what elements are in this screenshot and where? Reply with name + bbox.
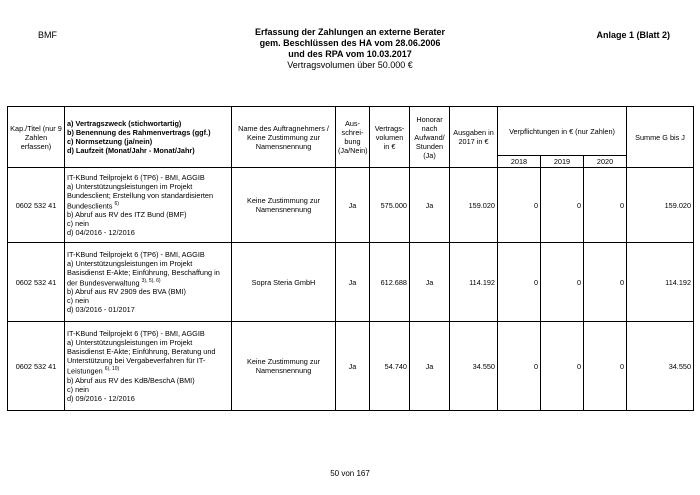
ausschreibung-cell: Ja <box>336 168 370 243</box>
subtitle: Vertragsvolumen über 50.000 € <box>287 60 413 70</box>
col-kap-header: Kap./Titel (nur 9 Zahlen erfassen) <box>8 107 65 168</box>
year-2019-cell: 0 <box>541 243 584 322</box>
volumen-cell: 612.688 <box>370 243 410 322</box>
payments-table <box>7 106 694 411</box>
year-2018-cell: 0 <box>498 243 541 322</box>
col-desc-header: a) Vertragszweck (stichwortartig) b) Benennung des Rahmenvertrags (ggf.) c) Normsetzung (ja/nein) d) Laufzeit (Monat/Jahr - Monat/Jahr) <box>65 107 232 168</box>
col-ausgaben-header: Ausgaben in 2017 in € <box>450 107 498 168</box>
honorar-cell: Ja <box>410 168 450 243</box>
col-ausschreibung-header: Aus-schrei-bung (Ja/Nein) <box>336 107 370 168</box>
attachment-label: Anlage 1 (Blatt 2) <box>596 30 670 40</box>
title-line-2: gem. Beschlüssen des HA vom 28.06.2006 <box>259 38 441 48</box>
volumen-cell: 575.000 <box>370 168 410 243</box>
kap-cell: 0602 532 41 <box>8 168 65 243</box>
ministry-label: BMF <box>38 30 57 40</box>
desc-cell: IT-KBund Teilprojekt 6 (TP6) - BMI, AGGIB a) Unterstützungsleistungen im Projekt Bundesclient; Erstellung von standardisierten Bundesclients $^{6)}$ b) Abruf aus RV des ITZ Bund (BMF) c) nein d) 04/2016 - 12/2016 <box>65 168 232 243</box>
year-2020-cell: 0 <box>584 322 627 411</box>
contractor-cell: Keine Zustimmung zur Namensnennung <box>232 168 336 243</box>
contractor-cell: Sopra Steria GmbH <box>232 243 336 322</box>
summe-cell: 159.020 <box>627 168 694 243</box>
title-line-3: und des RPA vom 10.03.2017 <box>288 49 412 59</box>
col-name-header: Name des Auftragnehmers / Keine Zustimmung zur Namensnennung <box>232 107 336 168</box>
table-row <box>8 243 694 322</box>
year-2019-header: 2019 <box>541 156 584 168</box>
col-honorar-header: Honorar nach Aufwand/ Stunden (Ja) <box>410 107 450 168</box>
desc-cell: IT-KBund Teilprojekt 6 (TP6) - BMI, AGGIB a) Unterstützungsleistungen im Projekt Basisdienst E-Akte; Einführung, Beschaffung in der Bundesverwaltung $^{3), 5), 6)}$ b) Abruf aus RV 2909 des BVA (BMI) c) nein d) 03/2016 - 01/2017 <box>65 243 232 322</box>
year-2020-cell: 0 <box>584 243 627 322</box>
ausgaben-cell: 159.020 <box>450 168 498 243</box>
title-line-1: Erfassung der Zahlungen an externe Berater <box>254 27 446 37</box>
col-verpflichtungen-header: Verpflichtungen in € (nur Zahlen) <box>498 107 627 156</box>
year-2020-header: 2020 <box>584 156 627 168</box>
honorar-cell: Ja <box>410 322 450 411</box>
year-2018-header: 2018 <box>498 156 541 168</box>
year-2018-cell: 0 <box>498 168 541 243</box>
kap-cell: 0602 532 41 <box>8 243 65 322</box>
table-header-row <box>8 107 694 156</box>
table-row <box>8 322 694 411</box>
summe-cell: 34.550 <box>627 322 694 411</box>
year-2020-cell: 0 <box>584 168 627 243</box>
volumen-cell: 54.740 <box>370 322 410 411</box>
year-2019-cell: 0 <box>541 322 584 411</box>
year-2019-cell: 0 <box>541 168 584 243</box>
ausgaben-cell: 34.550 <box>450 322 498 411</box>
contractor-cell: Keine Zustimmung zur Namensnennung <box>232 322 336 411</box>
year-2018-cell: 0 <box>498 322 541 411</box>
ausgaben-cell: 114.192 <box>450 243 498 322</box>
table-row <box>8 168 694 243</box>
kap-cell: 0602 532 41 <box>8 322 65 411</box>
ausschreibung-cell: Ja <box>336 243 370 322</box>
document-header <box>0 27 700 71</box>
page-number: 50 von 167 <box>330 469 370 478</box>
col-summe-header: Summe G bis J <box>627 107 694 168</box>
desc-cell: IT-KBund Teilprojekt 6 (TP6) - BMI, AGGIB a) Unterstützungsleistungen im Projekt Basisdienst E-Akte; Einführung, Beratung und Unterstützung bei Vergabeverfahren für IT-Leistungen $^{6), 10)}$ b) Abruf aus RV des KdB/BeschA (BMI) c) nein d) 09/2016 - 12/2016 <box>65 322 232 411</box>
summe-cell: 114.192 <box>627 243 694 322</box>
ausschreibung-cell: Ja <box>336 322 370 411</box>
honorar-cell: Ja <box>410 243 450 322</box>
col-volumen-header: Vertrags-volumen in € <box>370 107 410 168</box>
